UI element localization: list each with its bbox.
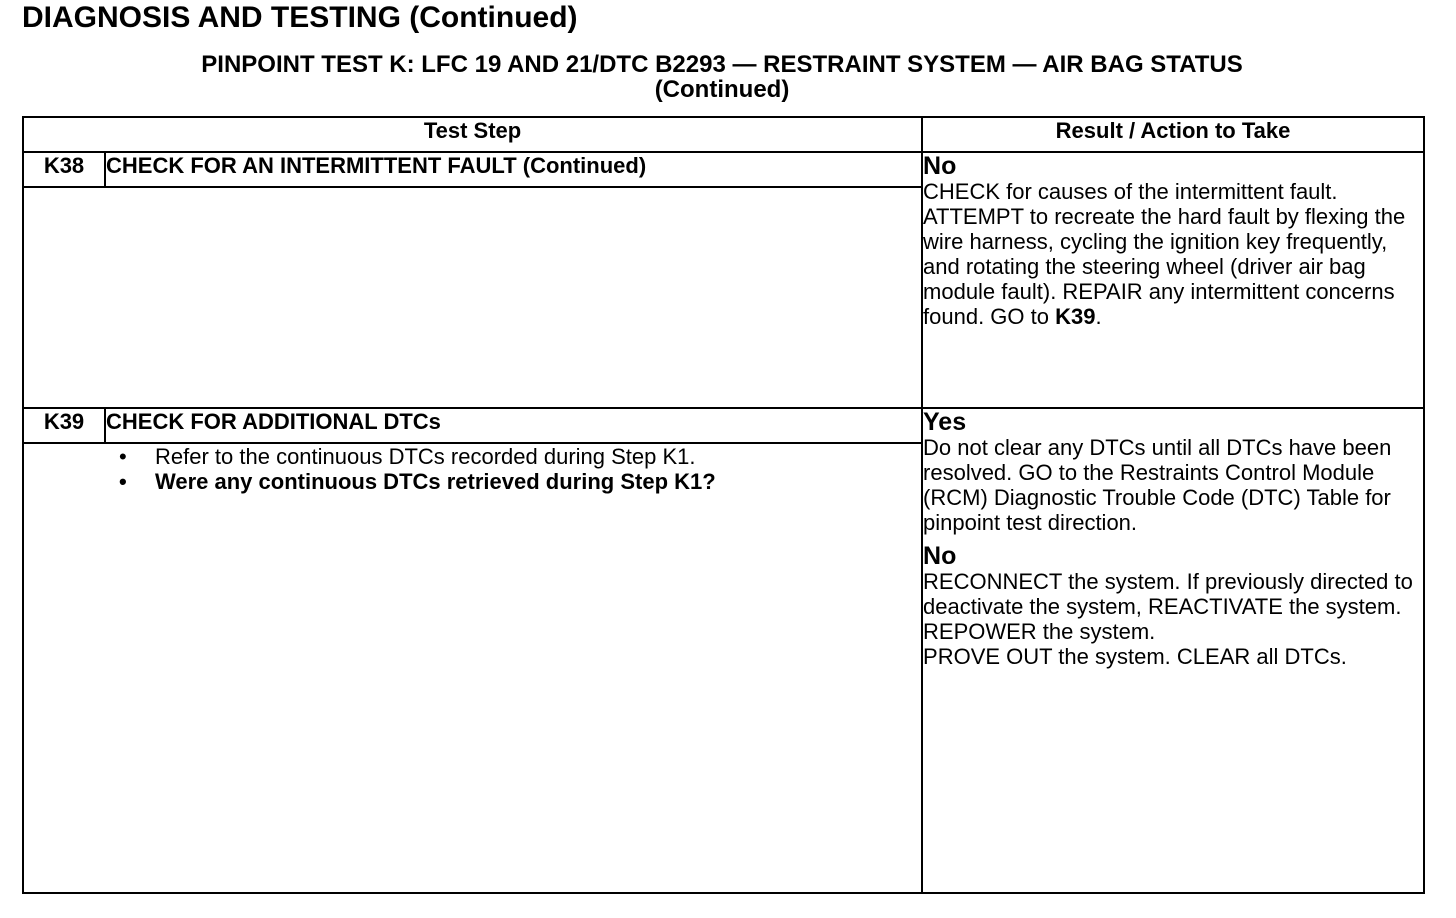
result-text-no-k39-line3: PROVE OUT the system. CLEAR all DTCs. [923, 644, 1347, 669]
result-text-no-k39-line2: REPOWER the system. [923, 619, 1156, 644]
step-id-k38: K38 [23, 152, 105, 187]
result-cell-k38 [922, 152, 1424, 408]
list-item [24, 469, 921, 494]
result-text-no-k39-line1: RECONNECT the system. If previously directed to deactivate the system, REACTIVATE the system. [923, 569, 1413, 619]
result-text-end: . [1095, 304, 1102, 329]
result-text-body: CHECK for causes of the intermittent fault. ATTEMPT to recreate the hard fault by flexing the wire harness, cycling the ignition key frequently, and rotating the steering wheel (driver air bag module fault). REPAIR any intermittent concerns found. GO to [923, 179, 1406, 329]
table-header-row [23, 117, 1424, 152]
result-label-yes: Yes [923, 408, 967, 436]
pinpoint-test-title-line1: PINPOINT TEST K: LFC 19 AND 21/DTC B2293 — RESTRAINT SYSTEM — AIR BAG STATUS [201, 51, 1243, 78]
document-header: DIAGNOSIS AND TESTING (Continued) [22, 1, 578, 34]
bullet-icon: • [119, 469, 127, 494]
step-body-k38 [23, 187, 922, 408]
step-title-k39: CHECK FOR ADDITIONAL DTCs [105, 408, 922, 443]
result-text-yes-k39: Do not clear any DTCs until all DTCs have been resolved. GO to the Restraints Control Module (RCM) Diagnostic Trouble Code (DTC) Table for pinpoint test direction. [923, 435, 1392, 535]
step-title-k38: CHECK FOR AN INTERMITTENT FAULT (Continued) [105, 152, 922, 187]
result-no-k39 [923, 543, 1423, 669]
instruction-text: Refer to the continuous DTCs recorded during Step K1. [155, 444, 696, 469]
step-id-k39: K39 [23, 408, 105, 443]
pinpoint-test-title [22, 52, 1422, 102]
goto-step-ref: K39 [1055, 304, 1096, 329]
column-header-result-action: Result / Action to Take [922, 117, 1424, 152]
result-cell-k39 [922, 408, 1424, 893]
list-item [24, 444, 921, 469]
result-no-k38 [923, 153, 1423, 329]
result-text-no-k38 [923, 179, 1423, 329]
result-yes-k39 [923, 409, 1423, 535]
table-row-k38-title [23, 152, 1424, 187]
pinpoint-test-title-line2: (Continued) [654, 76, 790, 103]
step-body-k39 [23, 443, 922, 893]
instruction-question: Were any continuous DTCs retrieved during Step K1? [155, 469, 716, 494]
table-row-k39-title [23, 408, 1424, 443]
result-label-no: No [923, 542, 957, 570]
column-header-test-step: Test Step [23, 117, 922, 152]
result-label-no: No [923, 152, 957, 180]
bullet-icon: • [119, 444, 127, 469]
pinpoint-test-table [22, 116, 1425, 894]
step-instructions-k39 [24, 444, 921, 494]
